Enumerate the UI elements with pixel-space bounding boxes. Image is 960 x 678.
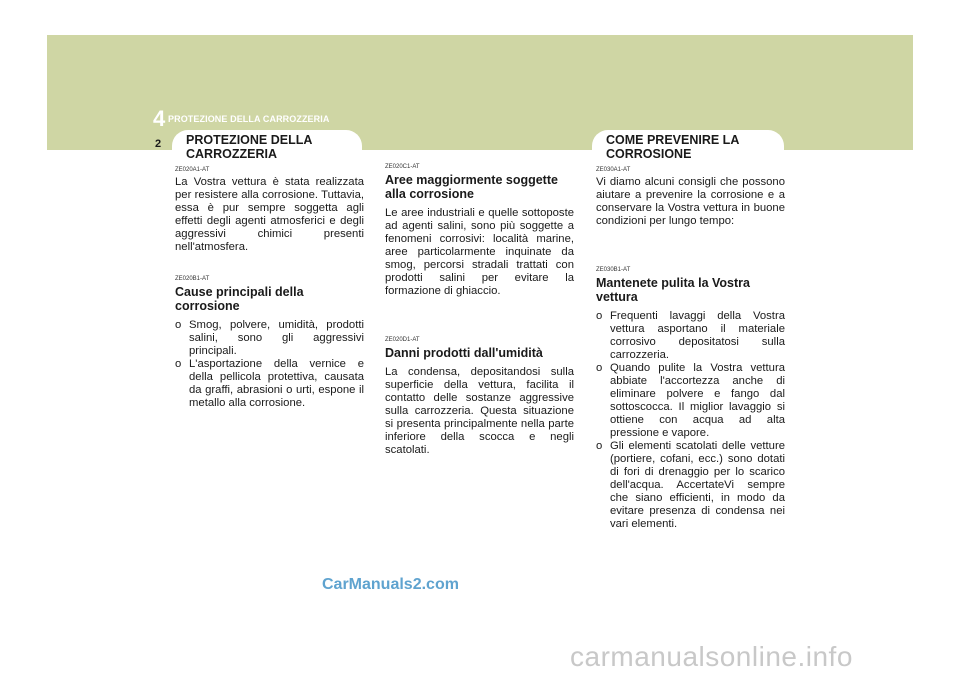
col1-section-causes [175,275,364,410]
section-text: La Vostra vettura è stata realizzata per resistere alla corrosione. Tuttavia, essa è pur sempre soggetta agli effetti degli agenti atmosferici e degli aggressivi chimici presenti nell'atmosfera. [175,176,364,253]
section-code: ZE020A1-AT [175,167,210,173]
page-number: 2 [155,138,162,150]
section-text: Vi diamo alcuni consigli che possono aiutare a prevenire la corrosione e a conservare la Vostra vettura in buone condizioni per lungo tempo: [596,176,785,227]
bullet-list [596,310,785,531]
section-code: ZE020B1-AT [175,276,210,282]
section-code: ZE030A1-AT [596,167,631,173]
section-tab-left-title: PROTEZIONE DELLA CARROZZERIA [186,133,313,161]
bullet-mark: o [596,310,603,322]
section-heading: Aree maggiormente soggette alla corrosione [385,173,558,201]
bullet-mark: o [596,440,603,452]
section-heading: Danni prodotti dall'umidità [385,346,543,360]
list-item-text: Frequenti lavaggi della Vostra vettura asportano il materiale corrosivo depositatosi sulla carrozzeria. [610,310,785,361]
section-tab-left [172,130,362,163]
chapter-number: 4 [153,106,166,131]
list-item [596,440,785,531]
section-code: ZE020D1-AT [385,337,420,343]
col3-section-cleaning [596,266,785,531]
section-tab-right-title: COME PREVENIRE LA CORROSIONE [606,133,740,161]
list-item-text: L'asportazione della vernice e della pellicola protettiva, causata da graffi, abrasioni o urti, espone il metallo alla corrosione. [189,358,364,409]
col3-section-intro [596,166,785,228]
section-text: Le aree industriali e quelle sottoposte ad agenti salini, sono più soggette a fenomeni corrosivi: località marine, aree particolarmente inquinate da smog, percorsi stradali trattati con prodotti salini per evitare la formazione di ghiaccio. [385,207,574,297]
section-heading: Cause principali della corrosione [175,285,304,313]
list-item-text: Smog, polvere, umidità, prodotti salini, sono gli aggressivi principali. [189,319,364,357]
list-item-text: Quando pulite la Vostra vettura abbiate l'accortezza anche di eliminare polvere e fango dal sottoscocca. Il miglior lavaggio si ottiene con acqua ad alta pressione e vapore. [610,362,785,439]
list-item [596,362,785,440]
bullet-list [175,319,364,410]
list-item [175,319,364,358]
list-item-text: Gli elementi scatolati delle vetture (portiere, cofani, ecc.) sono dotati di fori di drenaggio per lo scarico dell'acqua. AccertateVi sempre che siano efficienti, in modo da evitare presenza di condensa nei vari elementi. [610,440,785,530]
section-code: ZE030B1-AT [596,267,631,273]
list-item [596,310,785,362]
chapter-title: PROTEZIONE DELLA CARROZZERIA [168,114,330,124]
watermark-link[interactable]: CarManuals2.com [322,576,459,593]
list-item [175,358,364,410]
section-text: La condensa, depositandosi sulla superficie della vettura, facilita il contatto delle sostanze aggressive sulla carrozzeria. Questa situazione si presenta principalmente nella parte inferiore della scocca e negli scatolati. [385,366,574,456]
footer-watermark: carmanualsonline.info [570,641,853,672]
col2-section-areas [385,163,574,298]
section-tab-right [592,130,784,163]
bullet-mark: o [175,358,182,370]
section-code: ZE020C1-AT [385,164,420,170]
section-heading: Mantenete pulita la Vostra vettura [596,276,750,304]
col1-section-intro [175,166,364,254]
bullet-mark: o [596,362,603,374]
col2-section-humidity [385,336,574,457]
bullet-mark: o [175,319,182,331]
